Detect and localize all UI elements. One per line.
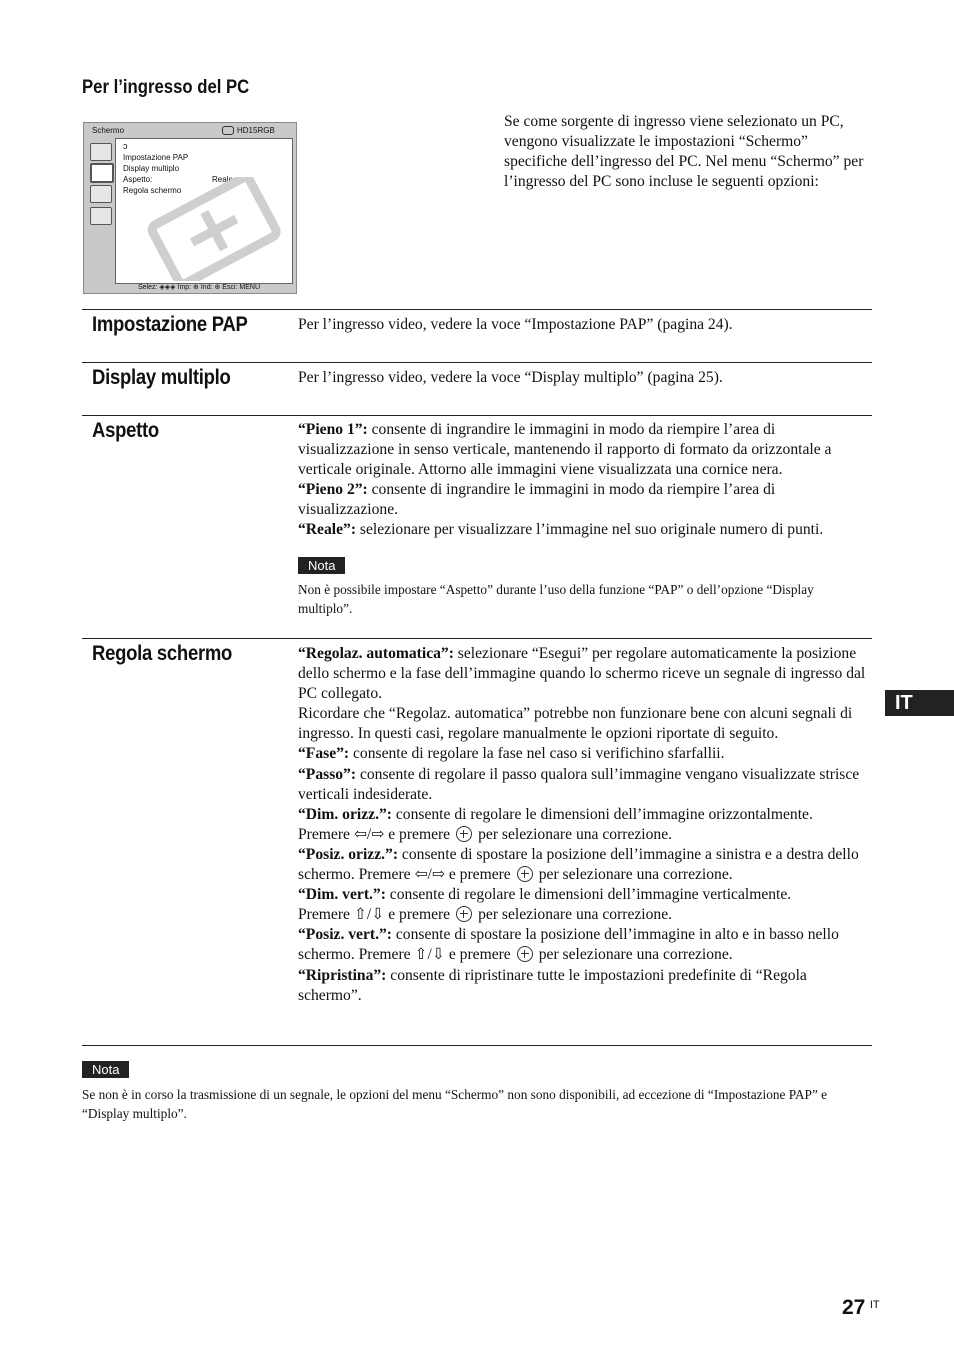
aspetto-pieno1: “Pieno 1”: consente di ingrandire le immagini in modo da riempire l’area di visualizzazione in senso verticale, mantenendo il rapporto di formato da orizzontale a verticale originale. Attorno alle immagini viene visualizzata una cornice nera. xyxy=(298,421,832,479)
divider xyxy=(82,362,872,363)
enter-button-icon xyxy=(456,906,472,922)
menu-item-multi: Display multiplo xyxy=(123,164,180,173)
divider xyxy=(82,309,872,310)
note-badge: Nota xyxy=(82,1061,129,1078)
back-icon: ↄ xyxy=(123,141,128,151)
note-badge: Nota xyxy=(298,557,345,574)
divider xyxy=(82,638,872,639)
language-tab: IT xyxy=(885,690,954,716)
regola-auto-note: Ricordare che “Regolaz. automatica” potrebbe non funzionare bene con alcuni segnali di ingresso. In questi casi, regolare manualmente le opzioni riportate di seguito. xyxy=(298,705,853,743)
menu-footer: Selez: ◈◈◈ Imp: ⊕ Ind: ⊕ Esci: MENU xyxy=(138,284,261,291)
screen-watermark-icon xyxy=(136,177,286,281)
aspetto-body xyxy=(298,420,874,541)
intro-text: Se come sorgente di ingresso viene selezionato un PC, vengono visualizzate le impostazioni “Schermo” specifiche dell’ingresso del PC. Nel menu “Schermo” per l’ingresso del PC sono incluse le seguenti opzioni: xyxy=(504,113,864,191)
enter-button-icon xyxy=(517,946,533,962)
menu-input-label: HD15RGB xyxy=(237,126,275,135)
pap-text: Per l’ingresso video, vedere la voce “Impostazione PAP” (pagina 24). xyxy=(298,316,733,333)
heading-aspetto: Aspetto xyxy=(92,419,159,442)
enter-button-icon xyxy=(456,826,472,842)
menu-item-pap: Impostazione PAP xyxy=(123,153,189,162)
heading-impostazione-pap: Impostazione PAP xyxy=(92,313,248,336)
input-icon xyxy=(222,126,234,135)
regola-ripristina: “Ripristina”: consente di ripristinare tutte le impostazioni predefinite di “Regola schermo”. xyxy=(298,966,807,1004)
menu-item-regola: Regola schermo xyxy=(123,186,182,195)
regola-body xyxy=(298,644,874,1006)
screen-icon xyxy=(90,163,114,183)
heading-display-multiplo: Display multiplo xyxy=(92,366,231,389)
regola-auto: “Regolaz. automatica”: selezionare “Esegui” per regolare automaticamente la posizione dello schermo e la fase dell’immagine quando lo schermo riceve un segnale di ingresso dal PC collegato. xyxy=(298,645,866,703)
divider xyxy=(82,415,872,416)
multi-text: Per l’ingresso video, vedere la voce “Display multiplo” (pagina 25). xyxy=(298,369,723,386)
menu-screenshot xyxy=(83,122,297,294)
heading-regola-schermo: Regola schermo xyxy=(92,642,233,665)
divider xyxy=(82,1045,872,1046)
aspetto-note-text: Non è possibile impostare “Aspetto” durante l’uso della funzione “PAP” o dell’opzione “Display multiplo”. xyxy=(298,582,814,616)
regola-dim-vert: “Dim. vert.”: consente di regolare le dimensioni dell’immagine verticalmente. Premere ⇧/⇩ e premere per selezionare una correzione. xyxy=(298,886,792,924)
page-section-title: Per l’ingresso del PC xyxy=(82,77,250,98)
page-number-suffix: IT xyxy=(869,1299,880,1311)
footer-note-text: Se non è in corso la trasmissione di un segnale, le opzioni del menu “Schermo” non sono disponibili, ad eccezione di “Impostazione PAP” e “Display multiplo”. xyxy=(82,1087,828,1121)
regola-dim-orizz: “Dim. orizz.”: consente di regolare le dimensioni dell’immagine orizzontalmente. Premere ⇦/⇨ e premere per selezionare una correzione. xyxy=(298,805,813,843)
regola-posiz-orizz: “Posiz. orizz.”: consente di spostare la posizione dell’immagine a sinistra e a destra dello schermo. Premere ⇦/⇨ e premere per selezionare una correzione. xyxy=(298,845,859,884)
regola-passo: “Passo”: consente di regolare il passo qualora sull’immagine vengano visualizzate strisce verticali indesiderate. xyxy=(298,765,860,803)
setup-icon xyxy=(90,207,112,225)
enter-button-icon xyxy=(517,866,533,882)
menu-panel xyxy=(115,138,293,284)
sound-icon xyxy=(90,185,112,203)
regola-posiz-vert: “Posiz. vert.”: consente di spostare la posizione dell’immagine in alto e in basso nello schermo. Premere ⇧/⇩ e premere per selezionare una correzione. xyxy=(298,926,839,964)
aspetto-pieno2: “Pieno 2”: consente di ingrandire le immagini in modo da riempire l’area di visualizzazione. xyxy=(298,481,776,519)
page-number xyxy=(842,1296,880,1320)
picture-icon xyxy=(90,143,112,161)
regola-fase: “Fase”: consente di regolare la fase nel caso si verifichino sfarfallii. xyxy=(298,745,725,763)
page-number-value: 27 xyxy=(842,1296,866,1319)
menu-item-aspect: Aspetto: xyxy=(123,175,153,184)
menu-item-aspect-value: Reale xyxy=(212,175,233,184)
aspetto-reale: “Reale”: selezionare per visualizzare l’immagine nel suo originale numero di punti. xyxy=(298,521,824,539)
menu-title: Schermo xyxy=(92,126,125,135)
